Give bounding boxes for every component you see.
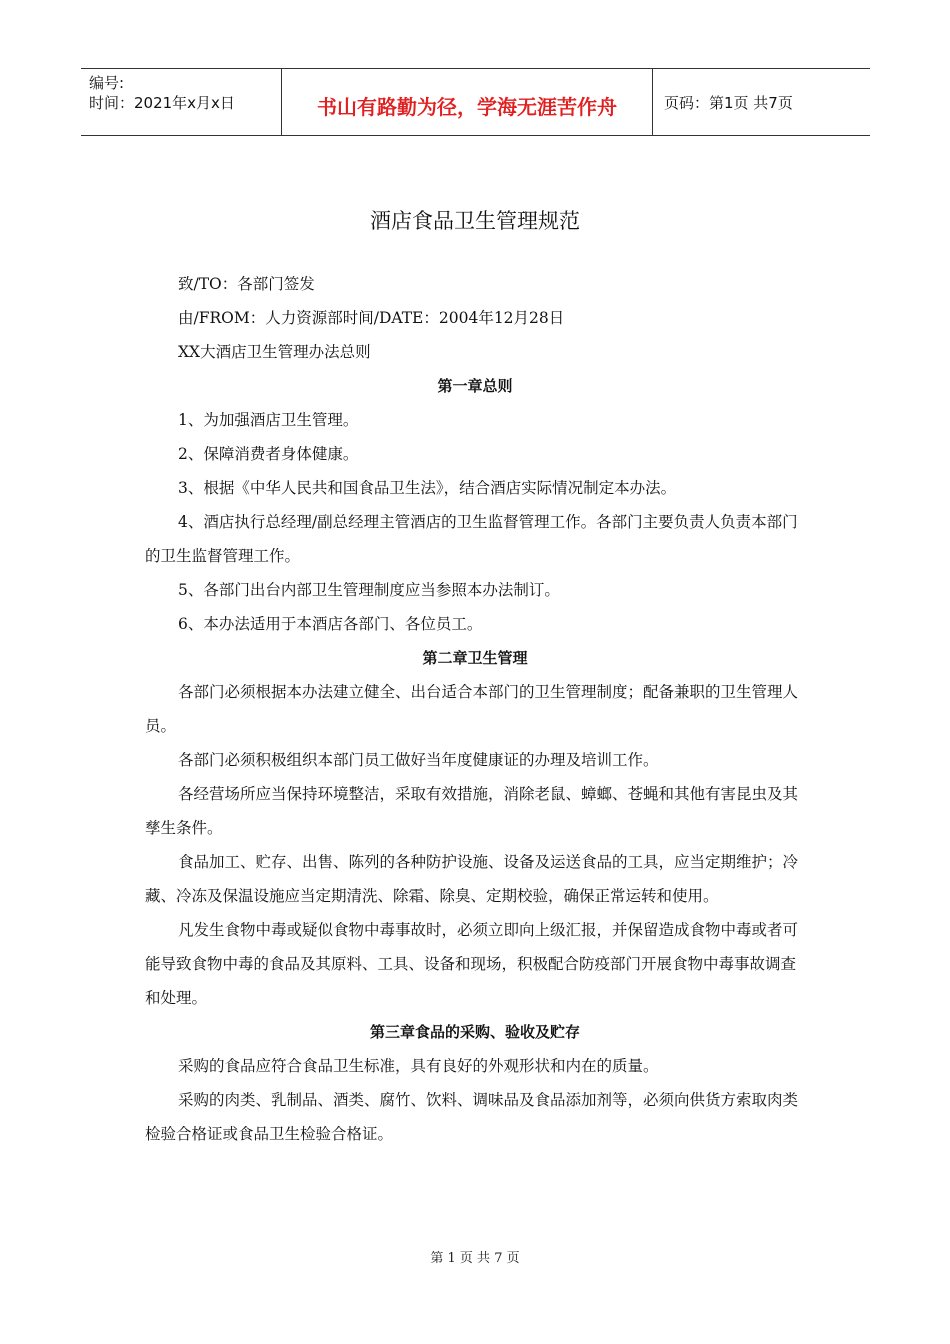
header-page-number: 页码：第1页 共7页: [664, 93, 793, 112]
chapter-3-heading: 第三章食品的采购、验收及贮存: [369, 1023, 580, 1041]
document-body: [145, 267, 805, 1151]
chapter-2-heading: 第二章卫生管理: [422, 649, 528, 667]
page-header: [81, 68, 870, 136]
paragraph: 采购的肉类、乳制品、酒类、腐竹、饮料、调味品及食品添加剂等，必须向供货方索取肉类检验合格证或食品卫生检验合格证。: [145, 1091, 799, 1143]
chapter-1-heading: 第一章总则: [437, 377, 513, 395]
paragraph: 2、保障消费者身体健康。: [178, 445, 359, 463]
from-line: 由/FROM：人力资源部时间/DATE：2004年12月28日: [178, 309, 565, 327]
paragraph: 食品加工、贮存、出售、陈列的各种防护设施、设备及运送食品的工具，应当定期维护；冷藏、冷冻及保温设施应当定期清洗、除霜、除臭、定期校验，确保正常运转和使用。: [145, 853, 799, 905]
paragraph: 1、为加强酒店卫生管理。: [178, 411, 359, 429]
document-title: 酒店食品卫生管理规范: [370, 209, 580, 233]
paragraph: 6、本办法适用于本酒店各部门、各位员工。: [178, 615, 483, 633]
paragraph: 3、根据《中华人民共和国食品卫生法》，结合酒店实际情况制定本办法。: [178, 479, 677, 497]
paragraph: 5、各部门出台内部卫生管理制度应当参照本办法制订。: [178, 581, 560, 599]
page-footer: 第 1 页 共 7 页: [430, 1251, 520, 1266]
paragraph: 各经营场所应当保持环境整洁，采取有效措施，消除老鼠、蟑螂、苍蝇和其他有害昆虫及其孳生条件。: [145, 785, 799, 837]
intro-line: XX大酒店卫生管理办法总则: [178, 343, 371, 361]
paragraph: 4、酒店执行总经理/副总经理主管酒店的卫生监督管理工作。各部门主要负责人负责本部门的卫生监督管理工作。: [145, 513, 798, 565]
paragraph: 各部门必须根据本办法建立健全、出台适合本部门的卫生管理制度；配备兼职的卫生管理人员。: [145, 683, 799, 735]
header-date: 时间：2021年x月x日: [89, 94, 235, 112]
header-motto: 书山有路勤为径，学海无涯苦作舟: [282, 69, 653, 135]
header-number: 编号:: [89, 74, 125, 92]
header-meta: [81, 69, 282, 135]
paragraph: 各部门必须积极组织本部门员工做好当年度健康证的办理及培训工作。: [178, 751, 659, 769]
paragraph: 采购的食品应符合食品卫生标准，具有良好的外观形状和内在的质量。: [178, 1057, 659, 1075]
to-line: 致/TO：各部门签发: [178, 275, 315, 293]
paragraph: 凡发生食物中毒或疑似食物中毒事故时，必须立即向上级汇报，并保留造成食物中毒或者可能导致食物中毒的食品及其原料、工具、设备和现场，积极配合防疫部门开展食物中毒事故调查和处理。: [145, 921, 799, 1007]
